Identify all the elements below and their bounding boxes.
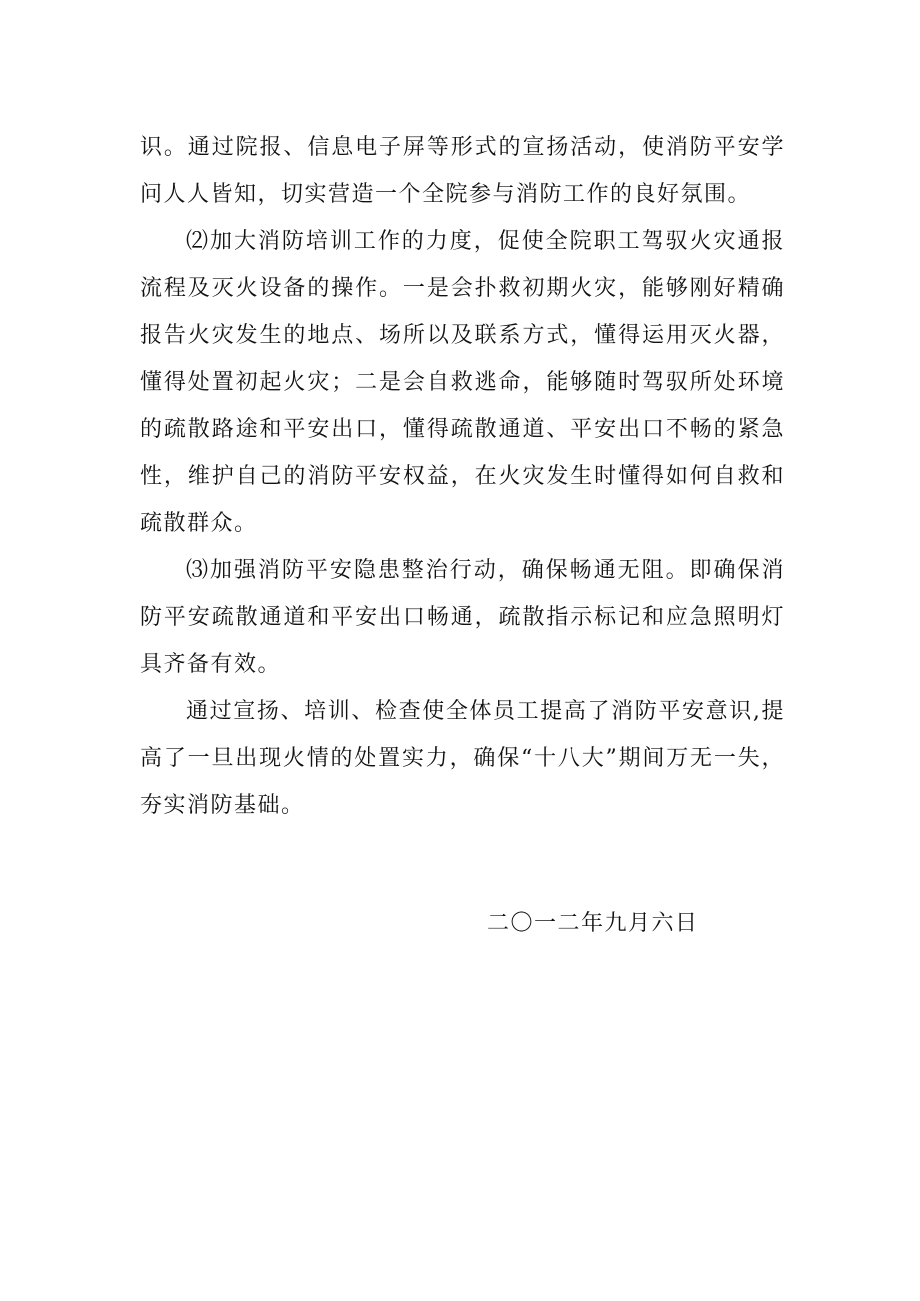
paragraph-3: ⑶加强消防平安隐患整治行动，确保畅通无阻。即确保消防平安疏散通道和平安出口畅通，疏散指示标记和应急照明灯具齐备有效。 (140, 558, 785, 677)
document-body (140, 124, 785, 829)
document-date: 二〇一二年九月六日 (487, 911, 699, 936)
paragraph-1: 识。通过院报、信息电子屏等形式的宣扬活动，使消防平安学问人人皆知，切实营造一个全院参与消防工作的良好氛围。 (140, 135, 785, 207)
paragraph-2: ⑵加大消防培训工作的力度，促使全院职工驾驭火灾通报流程及灭火设备的操作。一是会扑救初期火灾，能够刚好精确报告火灾发生的地点、场所以及联系方式，懂得运用灭火器，懂得处置初起火灾；二是会自救逃命，能够随时驾驭所处环境的疏散路途和平安出口，懂得疏散通道、平安出口不畅的紧急性，维护自己的消防平安权益，在火灾发生时懂得如何自救和疏散群众。 (140, 229, 785, 536)
paragraph-4: 通过宣扬、培训、检查使全体员工提高了消防平安意识,提高了一旦出现火情的处置实力，确保“十八大”期间万无一失，夯实消防基础。 (140, 699, 785, 818)
